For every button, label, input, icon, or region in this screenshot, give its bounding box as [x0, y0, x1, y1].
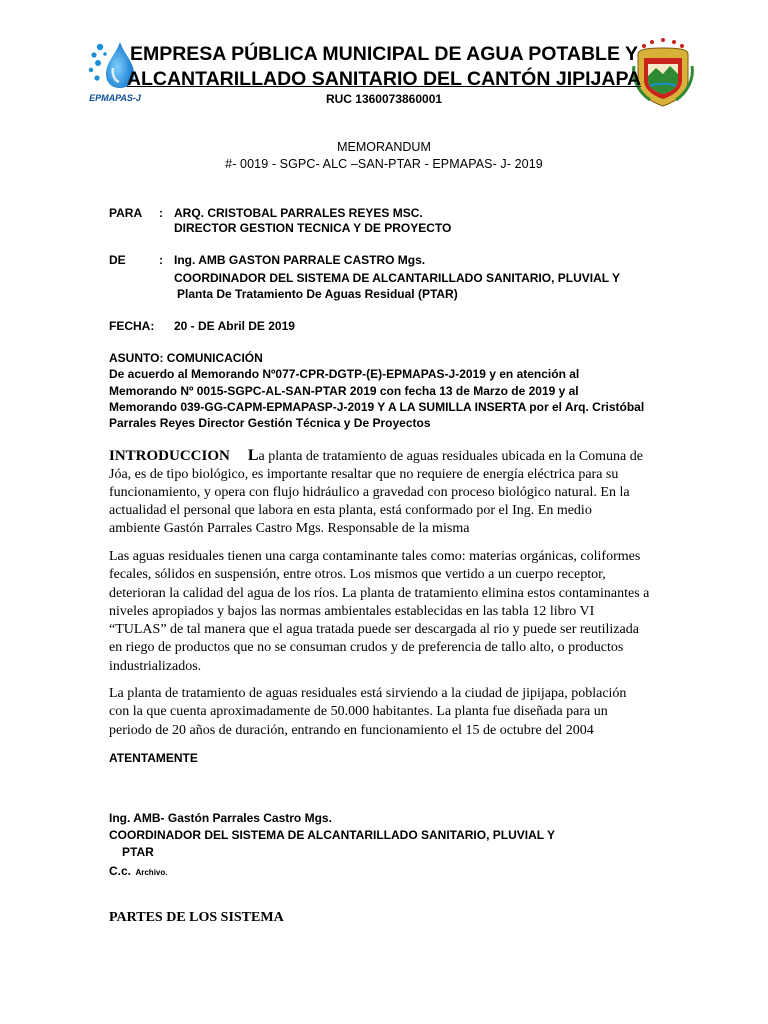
- intro-line: a planta de tratamiento de aguas residuales ubicada en la Comuna de: [258, 449, 643, 464]
- ruc-number: RUC 1360073860001: [325, 92, 443, 106]
- de-position-line1: COORDINADOR DEL SISTEMA DE ALCANTARILLADO SANITARIO, PLUVIAL Y: [174, 271, 621, 285]
- de-name: Ing. AMB GASTON PARRALE CASTRO Mgs.: [174, 253, 426, 267]
- salutation: ATENTAMENTE: [109, 751, 198, 765]
- asunto-line: Memorando 039-GG-CAPM-EPMAPASP-J-2019 Y A LA SUMILLA INSERTA por el Arq. Cristóbal: [109, 400, 645, 414]
- para-colon: :: [159, 206, 163, 220]
- intro-heading: INTRODUCCION: [109, 448, 230, 464]
- paragraph-line: La planta de tratamiento de aguas residuales está sirviendo a la ciudad de jipijapa, población: [109, 686, 627, 701]
- fecha-value: 20 - DE Abril DE 2019: [174, 319, 295, 333]
- cc-label: C.c.: [109, 864, 132, 878]
- paragraph-line: periodo de 20 años de duración, entrando en funcionamiento el 15 de octubre del 2004: [109, 722, 594, 738]
- intro-dropcap: L: [247, 447, 259, 464]
- de-position-line2: Planta De Tratamiento De Aguas Residual (PTAR): [177, 287, 458, 301]
- de-colon: :: [159, 253, 163, 267]
- para-label: PARA: [109, 206, 143, 220]
- intro-line: actualidad el personal que labora en esta planta, está conformado por el Ing. En medio: [109, 503, 592, 518]
- cc-line: [109, 862, 167, 880]
- paragraph-line: Las aguas residuales tienen una carga contaminante tales como: materias orgánicas, coliformes: [109, 549, 641, 564]
- memo-number: #- 0019 - SGPC- ALC –SAN-PTAR - EPMAPAS- J- 2019: [225, 157, 543, 171]
- intro-first-line: [109, 447, 658, 465]
- de-label: DE: [109, 253, 126, 267]
- asunto-line: Memorando Nº 0015-SGPC-AL-SAN-PTAR 2019 con fecha 13 de Marzo de 2019 y al: [109, 384, 579, 398]
- paragraph-population: [109, 685, 658, 740]
- paragraph-line: industrializados.: [109, 658, 202, 674]
- svg-text:EPMAPAS-J: EPMAPAS-J: [89, 93, 141, 103]
- asunto-line: De acuerdo al Memorando Nº077-CPR-DGTP-(E)-EPMAPAS-J-2019 y en atención al: [109, 367, 580, 381]
- company-name-line2: [0, 68, 768, 91]
- paragraph-line: fecales, sólidos en suspensión, entre otros. Los mismos que vertido a un cuerpo receptor,: [109, 567, 606, 583]
- asunto-label: ASUNTO: COMUNICACIÓN: [109, 351, 263, 365]
- signer-title-line1: COORDINADOR DEL SISTEMA DE ALCANTARILLADO SANITARIO, PLUVIAL Y: [109, 828, 556, 842]
- intro-line: ambiente Gastón Parrales Castro Mgs. Responsable de la misma: [109, 521, 470, 536]
- para-position: DIRECTOR GESTION TECNICA Y DE PROYECTO: [174, 221, 452, 235]
- paragraph-line: “TULAS” de tal manera que el agua tratada puede ser descargada al rio y puede ser reutilizada: [109, 622, 639, 638]
- para-name: ARQ. CRISTOBAL PARRALES REYES MSC.: [174, 206, 423, 220]
- paragraph-line: con la que cuenta aproximadamente de 50.000 habitantes. La planta fue diseñada para un: [109, 704, 608, 720]
- signer-title-line2: PTAR: [122, 845, 154, 859]
- company-name-line1: EMPRESA PÚBLICA MUNICIPAL DE AGUA POTABLE Y: [129, 43, 639, 65]
- fecha-label: FECHA:: [109, 319, 155, 333]
- paragraph-line: deterioran la calidad del agua de los ríos. La planta de tratamiento elimina estos contaminantes a: [109, 585, 650, 601]
- section-heading: PARTES DE LOS SISTEMA: [109, 910, 284, 925]
- paragraph-line: en riego de productos que no se consuman crudos y de preferencia de tallo alto, o productos: [109, 640, 624, 656]
- asunto-line: Parrales Reyes Director Gestión Técnica y De Proyectos: [109, 416, 431, 430]
- cc-value: Archivo.: [135, 868, 168, 877]
- company-name-line2-text: ALCANTARILLADO SANITARIO DEL CANTÓN JIPIJAPA: [126, 68, 642, 90]
- memo-title: MEMORANDUM: [337, 140, 431, 154]
- intro-line: Jóa, es de tipo biológico, es importante resaltar que no requiere de energía eléctrica para su: [109, 467, 619, 482]
- paragraph-contaminants: [109, 548, 658, 676]
- signer-name: Ing. AMB- Gastón Parrales Castro Mgs.: [109, 811, 332, 825]
- paragraph-line: niveles apropiados y bajos las normas ambientales establecidas en las tabla 12 libro VI: [109, 603, 595, 619]
- intro-line: funcionamiento, y opera con flujo hidráulico a gravedad con proceso biológico natural. En la: [109, 485, 630, 500]
